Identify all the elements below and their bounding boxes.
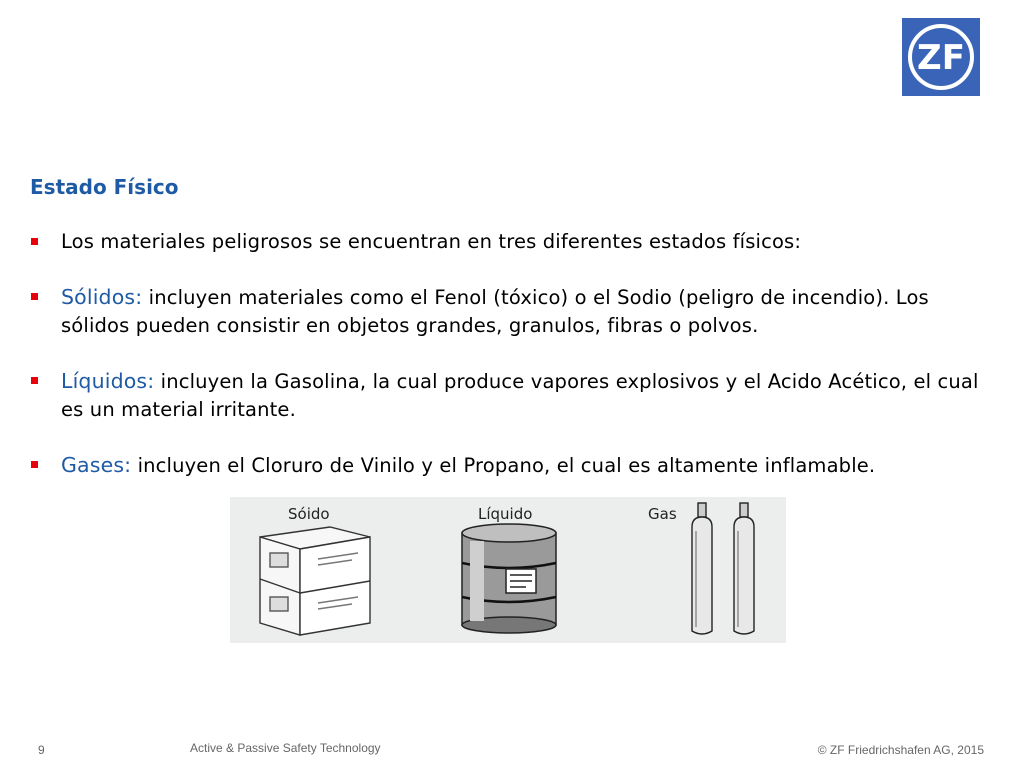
bullet-text: incluyen la Gasolina, la cual produce vapores explosivos y el Acido Acético, el cual es un material irritante.	[61, 370, 979, 421]
page-number: 9	[38, 743, 45, 757]
physical-states-illustration	[230, 497, 786, 643]
bullet-list	[30, 228, 990, 507]
slide-title: Estado Físico	[30, 175, 179, 199]
liquid-drum-icon	[462, 524, 556, 633]
bullet-marker-icon	[31, 293, 38, 300]
zf-logo-mark	[906, 22, 976, 92]
solid-label: Sóido	[288, 505, 330, 523]
bullet-marker-icon	[31, 377, 38, 384]
bullet-text: incluyen el Cloruro de Vinilo y el Propano, el cual es altamente inflamable.	[131, 454, 876, 477]
bullet-term: Sólidos:	[61, 285, 143, 309]
bullet-item-gases	[30, 451, 990, 480]
zf-logo-text: ZF	[917, 38, 965, 78]
bullet-text: Los materiales peligrosos se encuentran en tres diferentes estados físicos:	[61, 230, 802, 253]
bullet-text: incluyen materiales como el Fenol (tóxico) o el Sodio (peligro de incendio). Los sólidos pueden consistir en objetos grandes, granulos, fibras o polvos.	[61, 286, 929, 337]
bullet-term: Líquidos:	[61, 369, 155, 393]
bullet-term: Gases:	[61, 453, 132, 477]
bullet-item-liquids	[30, 367, 990, 424]
physical-states-drawing	[230, 497, 786, 643]
bullet-marker-icon	[31, 238, 38, 245]
copyright-notice: © ZF Friedrichshafen AG, 2015	[817, 743, 984, 757]
gas-label: Gas	[648, 505, 677, 523]
bullet-item	[30, 228, 990, 256]
bullet-item-solids	[30, 283, 990, 340]
gas-cylinders-icon	[692, 503, 754, 634]
bullet-marker-icon	[31, 461, 38, 468]
liquid-label: Líquido	[478, 505, 533, 523]
solid-boxes-icon	[260, 527, 370, 635]
zf-logo	[902, 18, 980, 96]
footer-title: Active & Passive Safety Technology	[190, 741, 381, 755]
